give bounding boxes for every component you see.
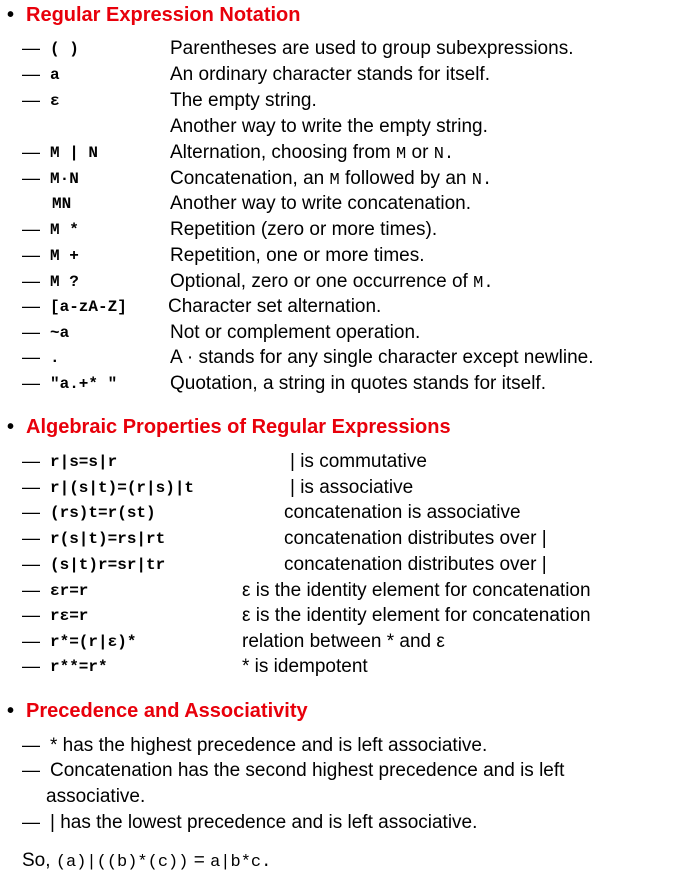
algebra-desc: | is associative (290, 477, 414, 498)
algebra-desc: concatenation is associative (284, 502, 521, 523)
desc-text: Alternation, choosing from (170, 142, 391, 163)
list-dash: — (22, 296, 40, 316)
algebra-expr: r**=r* (50, 658, 108, 676)
notation-desc: Repetition, one or more times. (170, 245, 425, 266)
notation-desc (170, 168, 492, 190)
algebra-expr: (s|t)r=sr|tr (50, 556, 166, 574)
algebra-desc: relation between * and ε (242, 631, 445, 652)
notation-expr: M | N (50, 144, 99, 162)
notation-desc: Character set alternation. (168, 296, 382, 317)
algebra-expr: r(s|t)=rs|rt (50, 530, 166, 548)
list-dash: — (22, 347, 40, 367)
notation-expr: [a-zA-Z] (50, 298, 127, 316)
notation-expr: MN (52, 195, 72, 213)
example-prefix: So, (22, 850, 51, 871)
algebra-desc: * is idempotent (242, 656, 368, 677)
example-eq: = (193, 850, 205, 871)
notation-expr: a (50, 66, 60, 84)
list-dash: — (22, 271, 40, 291)
algebra-expr: (rs)t=r(st) (50, 504, 156, 522)
algebra-desc: concatenation distributes over | (284, 528, 547, 549)
notation-desc: A · stands for any single character except newline. (170, 347, 594, 368)
algebra-desc: concatenation distributes over | (284, 554, 547, 575)
section-heading: Regular Expression Notation (26, 4, 301, 26)
list-dash: — (22, 168, 40, 188)
section-heading: Algebraic Properties of Regular Expressions (26, 416, 451, 438)
list-dash: — (22, 451, 40, 471)
list-dash: — (22, 580, 40, 600)
bullet-icon: • (7, 416, 15, 438)
notation-expr: ~a (50, 324, 70, 342)
list-dash: — (22, 735, 40, 755)
notation-desc: The empty string. (170, 90, 317, 111)
algebra-expr: r*=(r|ε)* (50, 633, 137, 651)
list-dash: — (22, 64, 40, 84)
algebra-desc: ε is the identity element for concatenation (242, 605, 591, 626)
list-dash: — (22, 38, 40, 58)
precedence-text: | has the lowest precedence and is left associative. (50, 812, 478, 833)
list-dash: — (22, 631, 40, 651)
notation-desc: Another way to write concatenation. (170, 193, 472, 214)
notation-expr: M ? (50, 273, 79, 291)
algebra-expr: r|(s|t)=(r|s)|t (50, 479, 195, 497)
list-dash: — (22, 245, 40, 265)
precedence-text-cont: associative. (46, 786, 146, 807)
symbol-n: N. (433, 145, 455, 164)
list-dash: — (22, 477, 40, 497)
notation-expr: M * (50, 221, 79, 239)
list-dash: — (22, 90, 40, 110)
section-heading: Precedence and Associativity (26, 700, 308, 722)
notation-desc: An ordinary character stands for itself. (170, 64, 490, 85)
algebra-expr: r|s=s|r (50, 453, 118, 471)
notation-expr: M + (50, 247, 79, 265)
notation-expr: . (50, 349, 60, 367)
list-dash: — (22, 373, 40, 393)
list-dash: — (22, 528, 40, 548)
notation-expr: ε (50, 92, 60, 110)
desc-text: Concatenation, an (170, 168, 325, 189)
desc-text: Optional, zero or one occurrence of (170, 271, 468, 292)
list-dash: — (22, 322, 40, 342)
notation-desc: Not or complement operation. (170, 322, 421, 343)
list-dash: — (22, 142, 40, 162)
notation-expr: ( ) (50, 40, 79, 58)
precedence-text: * has the highest precedence and is left associative. (50, 735, 488, 756)
notation-expr: "a.+* " (50, 375, 118, 393)
notation-desc: Repetition (zero or more times). (170, 219, 438, 240)
list-dash: — (22, 760, 40, 780)
list-dash: — (22, 656, 40, 676)
notation-expr: M·N (50, 170, 79, 188)
example-rhs: a|b*c. (210, 853, 272, 872)
list-dash: — (22, 502, 40, 522)
list-dash: — (22, 219, 40, 239)
precedence-text: Concatenation has the second highest precedence and is left (50, 760, 565, 781)
example-lhs: (a)|((b)*(c)) (55, 853, 189, 872)
algebra-expr: rε=r (50, 607, 89, 625)
symbol-n: N. (471, 171, 493, 190)
symbol-m: M (396, 145, 407, 164)
notation-desc: Another way to write the empty string. (170, 116, 488, 137)
algebra-desc: ε is the identity element for concatenation (242, 580, 591, 601)
notation-desc (170, 271, 494, 293)
notation-desc: Parentheses are used to group subexpressions. (170, 38, 574, 59)
algebra-desc: | is commutative (290, 451, 427, 472)
example-line (22, 850, 271, 872)
list-dash: — (22, 812, 40, 832)
algebra-expr: εr=r (50, 582, 89, 600)
notation-desc (170, 142, 454, 164)
list-dash: — (22, 605, 40, 625)
desc-text: or (411, 142, 429, 163)
bullet-icon: • (7, 4, 15, 26)
symbol-m: M (329, 171, 340, 190)
bullet-icon: • (7, 700, 15, 722)
list-dash: — (22, 554, 40, 574)
symbol-m: M. (473, 274, 494, 293)
notation-desc: Quotation, a string in quotes stands for itself. (170, 373, 546, 394)
desc-text: followed by an (345, 168, 467, 189)
